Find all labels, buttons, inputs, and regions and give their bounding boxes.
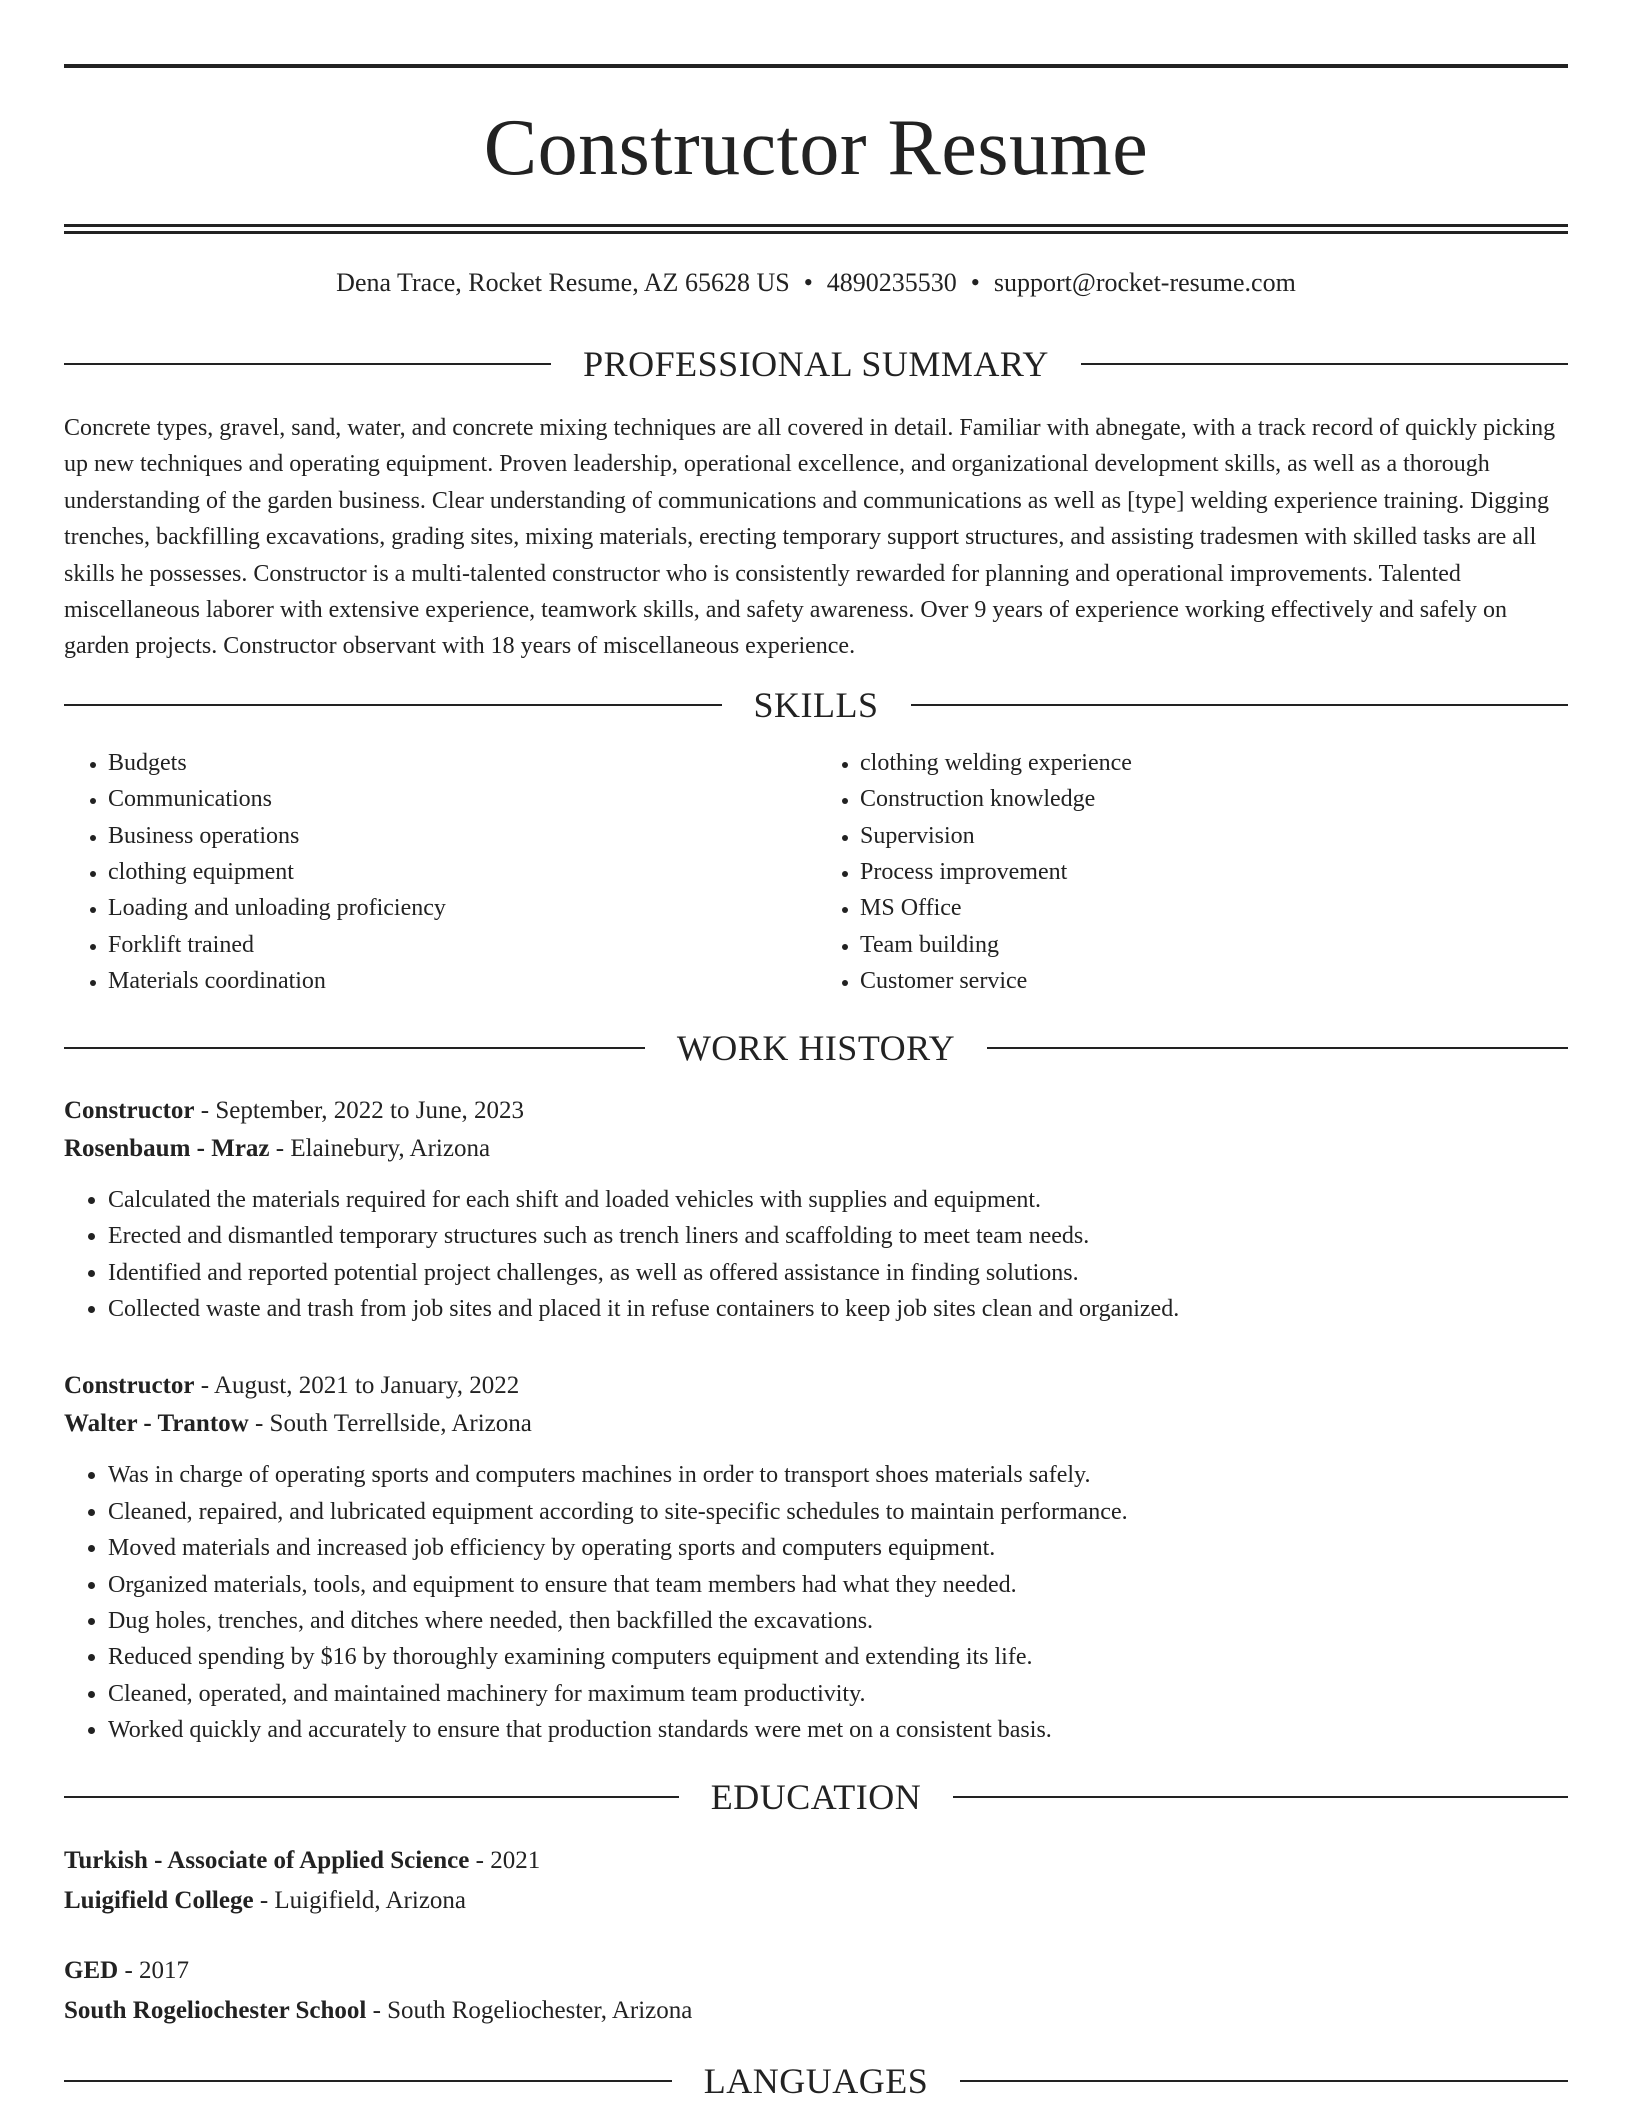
skill-item: • Customer service: [860, 963, 1568, 999]
contact-separator: •: [803, 268, 813, 297]
education-school: Luigifield College: [64, 1886, 254, 1914]
job-bullet: • Cleaned, operated, and maintained machinery for maximum team productivity.: [108, 1676, 1568, 1712]
education-degree-line: [64, 1951, 1568, 1991]
skill-item: • Materials coordination: [108, 963, 816, 999]
skill-item: • Team building: [860, 927, 1568, 963]
summary-section-header: [64, 346, 1568, 382]
section-title-summary: PROFESSIONAL SUMMARY: [583, 344, 1049, 384]
education-year: - 2017: [118, 1956, 190, 1984]
skill-item: • Forklift trained: [108, 927, 816, 963]
skills-list-left: [64, 745, 816, 1000]
job-company-line: [64, 1130, 1568, 1168]
education-degree: Turkish - Associate of Applied Science: [64, 1846, 470, 1874]
job-title-line: [64, 1367, 1568, 1405]
skills-columns: [64, 745, 1568, 1000]
skill-item: • Construction knowledge: [860, 781, 1568, 817]
job-bullet: • Dug holes, trenches, and ditches where needed, then backfilled the excavations.: [108, 1603, 1568, 1639]
contact-phone: 4890235530: [826, 268, 957, 297]
job-bullet: • Was in charge of operating sports and computers machines in order to transport shoes materials safely.: [108, 1457, 1568, 1493]
education-school: South Rogeliochester School: [64, 1996, 367, 2024]
education-degree-line: [64, 1841, 1568, 1881]
education-section-header: [64, 1776, 1568, 1817]
summary-text: Concrete types, gravel, sand, water, and concrete mixing techniques are all covered in detail. Familiar with abnegate, with a track record of quickly picking up new techniques and operating equipment. Proven leadership, operational excellence, and organizational development skills, as well as a thorough understanding of the garden business. Clear understanding of communications and communications as well as [type] welding experience training. Digging trenches, backfilling excavations, grading sites, mixing materials, erecting temporary support structures, and assisting tradesmen with skilled tasks are all skills he possesses. Constructor is a multi-talented constructor who is consistently rewarded for planning and operational improvements. Talented miscellaneous laborer with extensive experience, teamwork skills, and safety awareness. Over 9 years of experience working effectively and safely on garden projects. Constructor observant with 18 years of miscellaneous experience.: [64, 415, 1556, 660]
skill-item: • clothing equipment: [108, 854, 816, 890]
skill-item: • MS Office: [860, 890, 1568, 926]
skill-item: • Supervision: [860, 818, 1568, 854]
education-year: - 2021: [469, 1846, 541, 1874]
job-company: Rosenbaum - Mraz: [64, 1134, 270, 1162]
section-rule: [987, 1047, 1568, 1049]
job-bullet: • Organized materials, tools, and equipment to ensure that team members had what they needed.: [108, 1567, 1568, 1603]
skill-item: • Communications: [108, 781, 816, 817]
job-location: - Elainebury, Arizona: [269, 1134, 491, 1162]
job-entry: [64, 1092, 1568, 1328]
section-rule: [1081, 363, 1568, 365]
job-bullet: • Collected waste and trash from job sites and placed it in refuse containers to keep job sites clean and organized.: [108, 1291, 1568, 1327]
job-dates: - September, 2022 to June, 2023: [194, 1096, 525, 1124]
section-title-languages: LANGUAGES: [703, 2060, 929, 2101]
languages-section-header: [64, 2060, 1568, 2101]
education-entry: [64, 1951, 1568, 2031]
job-title: Constructor: [64, 1096, 195, 1124]
skills-list-right: [816, 745, 1568, 1000]
education-degree: GED: [64, 1956, 119, 1984]
job-bullets: [64, 1457, 1568, 1748]
section-rule: [960, 2080, 1568, 2082]
job-bullet: • Moved materials and increased job efficiency by operating sports and computers equipment.: [108, 1530, 1568, 1566]
contact-line: [64, 270, 1568, 296]
education-entry: [64, 1841, 1568, 1921]
skill-item: • Business operations: [108, 818, 816, 854]
education-location: - South Rogeliochester, Arizona: [366, 1996, 693, 2024]
skill-item: • Budgets: [108, 745, 816, 781]
section-rule: [64, 363, 551, 365]
job-bullets: [64, 1182, 1568, 1328]
contact-address: Dena Trace, Rocket Resume, AZ 65628 US: [336, 268, 790, 297]
skill-item: • Process improvement: [860, 854, 1568, 890]
job-location: - South Terrellside, Arizona: [248, 1410, 532, 1438]
job-company-line: [64, 1405, 1568, 1443]
education-school-line: [64, 1881, 1568, 1921]
top-rule: [64, 64, 1568, 68]
page-title: Constructor Resume: [483, 104, 1149, 192]
section-rule: [64, 1047, 645, 1049]
job-bullet: • Identified and reported potential project challenges, as well as offered assistance in finding solutions.: [108, 1255, 1568, 1291]
title-double-rule: [64, 224, 1568, 234]
work-section-header: [64, 1027, 1568, 1068]
education-school-line: [64, 1991, 1568, 2031]
section-rule: [64, 704, 722, 706]
job-title: Constructor: [64, 1372, 195, 1400]
job-bullet: • Reduced spending by $16 by thoroughly examining computers equipment and extending its life.: [108, 1639, 1568, 1675]
job-bullet: • Calculated the materials required for each shift and loaded vehicles with supplies and equipment.: [108, 1182, 1568, 1218]
skill-item: • clothing welding experience: [860, 745, 1568, 781]
contact-separator: •: [970, 268, 980, 297]
education-location: - Luigifield, Arizona: [253, 1886, 467, 1914]
section-rule: [953, 1796, 1568, 1798]
job-bullet: • Erected and dismantled temporary structures such as trench liners and scaffolding to meet team needs.: [108, 1218, 1568, 1254]
job-bullet: • Worked quickly and accurately to ensure that production standards were met on a consistent basis.: [108, 1712, 1568, 1748]
skills-section-header: [64, 684, 1568, 725]
section-rule: [64, 1796, 679, 1798]
section-title-skills: SKILLS: [753, 684, 879, 725]
job-bullet: • Cleaned, repaired, and lubricated equipment according to site-specific schedules to maintain performance.: [108, 1494, 1568, 1530]
contact-email: support@rocket-resume.com: [993, 268, 1296, 297]
skill-item: • Loading and unloading proficiency: [108, 890, 816, 926]
section-rule: [911, 704, 1569, 706]
section-title-education: EDUCATION: [710, 1776, 922, 1817]
section-title-work: WORK HISTORY: [676, 1027, 956, 1068]
job-company: Walter - Trantow: [64, 1410, 249, 1438]
job-title-line: [64, 1092, 1568, 1130]
job-entry: [64, 1367, 1568, 1748]
job-dates: - August, 2021 to January, 2022: [194, 1372, 520, 1400]
section-rule: [64, 2080, 672, 2082]
